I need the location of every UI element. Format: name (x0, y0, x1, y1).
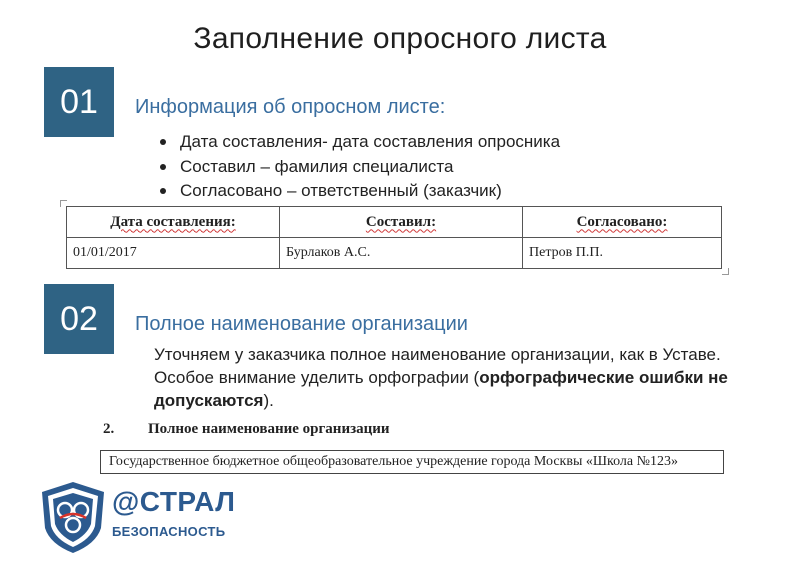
section-number-badge: 02 (44, 284, 114, 354)
crop-mark (60, 200, 67, 207)
table-cell: 01/01/2017 (67, 238, 280, 269)
table-header-cell: Составил: (280, 207, 523, 238)
bullet-list (158, 130, 560, 204)
section-heading: Полное наименование организации (135, 313, 468, 335)
form-item-number: 2. (103, 421, 115, 437)
description-text: Уточняем у заказчика полное наименование организации, как в Уставе. Особое внимание уделить орфографии ( (154, 345, 721, 387)
astral-shield-logo-icon (38, 480, 108, 555)
logo-subtitle: БЕЗОПАСНОСТЬ (112, 524, 226, 539)
list-item-text: Составил – фамилия специалиста (180, 156, 454, 176)
section-description (154, 343, 754, 412)
bullet-dot-icon (160, 139, 166, 145)
list-item (158, 130, 560, 155)
list-item (158, 155, 560, 180)
table-header-row (67, 207, 722, 238)
description-text: ). (263, 391, 274, 410)
table-row (67, 238, 722, 269)
bullet-dot-icon (160, 164, 166, 170)
table-cell: Бурлаков А.С. (280, 238, 523, 269)
description-emphasis: орфографические ошибки не допускаются (154, 368, 728, 410)
table-cell: Петров П.П. (523, 238, 722, 269)
crop-mark (722, 268, 729, 275)
survey-info-table (66, 206, 722, 269)
list-item-text: Дата составления- дата составления опросника (180, 132, 561, 151)
logo-name: @СТРАЛ (112, 486, 236, 517)
organization-name-field: Государственное бюджетное общеобразовательное учреждение города Москвы «Школа №123» (100, 450, 724, 474)
table-header-cell: Дата составления: (67, 207, 280, 238)
page-title: Заполнение опросного листа (193, 22, 607, 55)
section-number-badge: 01 (44, 67, 114, 137)
bullet-dot-icon (160, 188, 166, 194)
list-item-text: Согласовано – ответственный (заказчик) (180, 181, 502, 200)
list-item (158, 179, 560, 204)
section-heading: Информация об опросном листе: (135, 96, 446, 118)
form-item-title: Полное наименование организации (148, 421, 390, 437)
table-header-cell: Согласовано: (523, 207, 722, 238)
